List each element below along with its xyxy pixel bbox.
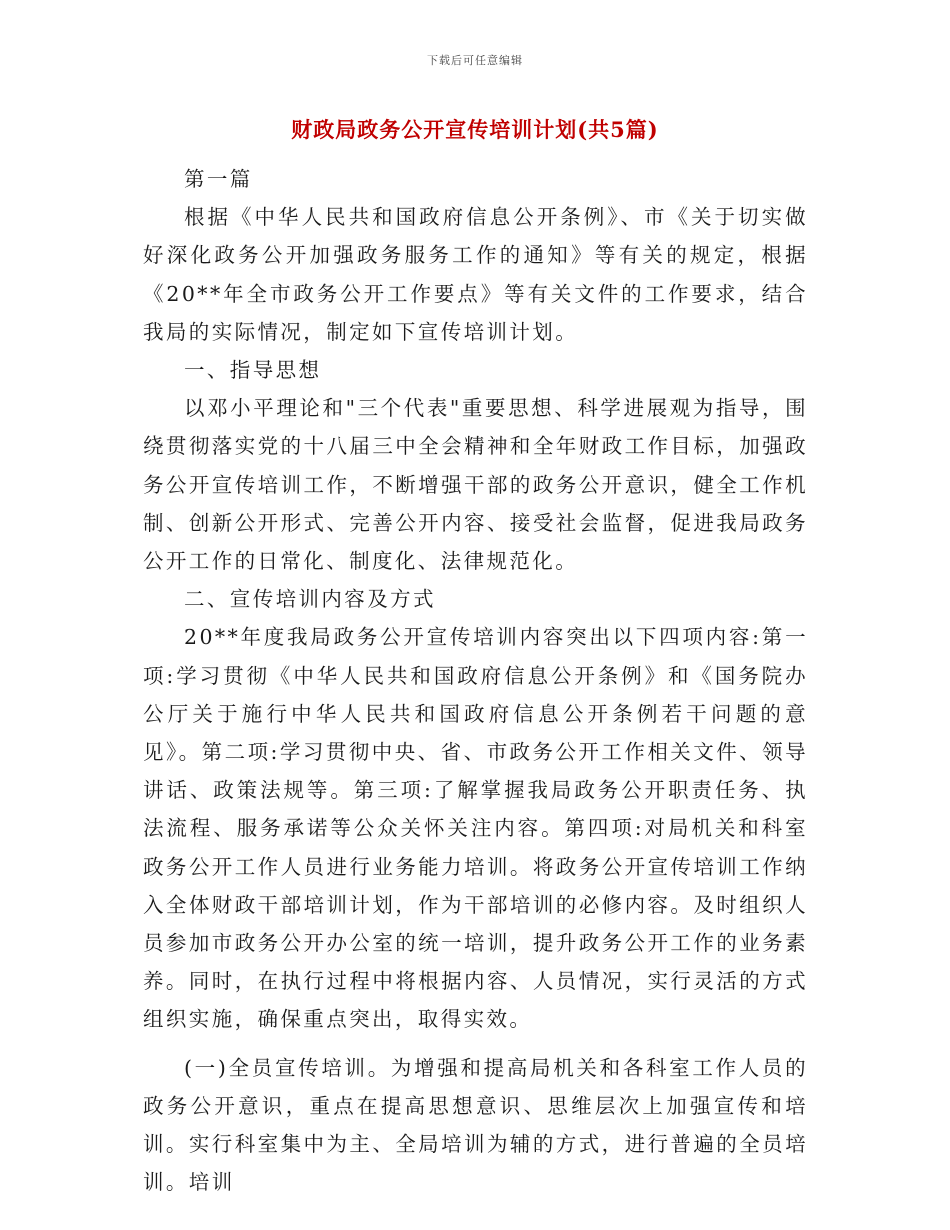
intro-paragraph: 根据《中华人民共和国政府信息公开条例》、市《关于切实做好深化政务公开加强政务服务工作的通知》等有关的规定，根据《20**年全市政务公开工作要点》等有关文件的工作要求，结合我局的实际情况，制定如下宣传培训计划。 <box>143 205 808 344</box>
document-title: 财政局政务公开宣传培训计划(共5篇) <box>291 117 659 142</box>
section-label: 第一篇 <box>184 167 253 191</box>
content-paragraph: 20**年度我局政务公开宣传培训内容突出以下四项内容:第一项:学习贯彻《中华人民共和国政府信息公开条例》和《国务院办公厅关于施行中华人民共和国政府信息公开条例若干问题的意见》。第二项:学习贯彻中央、省、市政务公开工作相关文件、领导讲话、政策法规等。第三项:了解掌握我局政务公开职责任务、执法流程、服务承诺等公众关怀关注内容。第四项:对局机关和科室政务公开工作人员进行业务能力培训。将政务公开宣传培训工作纳入全体财政干部培训计划，作为干部培训的必修内容。及时组织人员参加市政务公开办公室的统一培训，提升政务公开工作的业务素养。同时，在执行过程中将根据内容、人员情况，实行灵活的方式组织实施，确保重点突出，取得实效。 <box>143 625 808 1032</box>
heading-content-and-method: 二、宣传培训内容及方式 <box>184 587 436 612</box>
guiding-ideology-paragraph: 以邓小平理论和"三个代表"重要思想、科学进展观为指导，围绕贯彻落实党的十八届三中全会精神和全年财政工作目标，加强政务公开宣传培训工作，不断增强干部的政务公开意识，健全工作机制、创新公开形式、完善公开内容、接受社会监督，促进我局政务公开工作的日常化、制度化、法律规范化。 <box>143 396 808 574</box>
heading-guiding-ideology: 一、指导思想 <box>184 358 322 383</box>
full-staff-training-paragraph: (一)全员宣传培训。为增强和提高局机关和各科室工作人员的政务公开意识，重点在提高思想意识、思维层次上加强宣传和培训。实行科室集中为主、全局培训为辅的方式，进行普遍的全员培训。培训 <box>143 1055 808 1195</box>
document-body <box>143 160 808 1201</box>
page-header: 下载后可任意编辑 <box>427 54 523 67</box>
